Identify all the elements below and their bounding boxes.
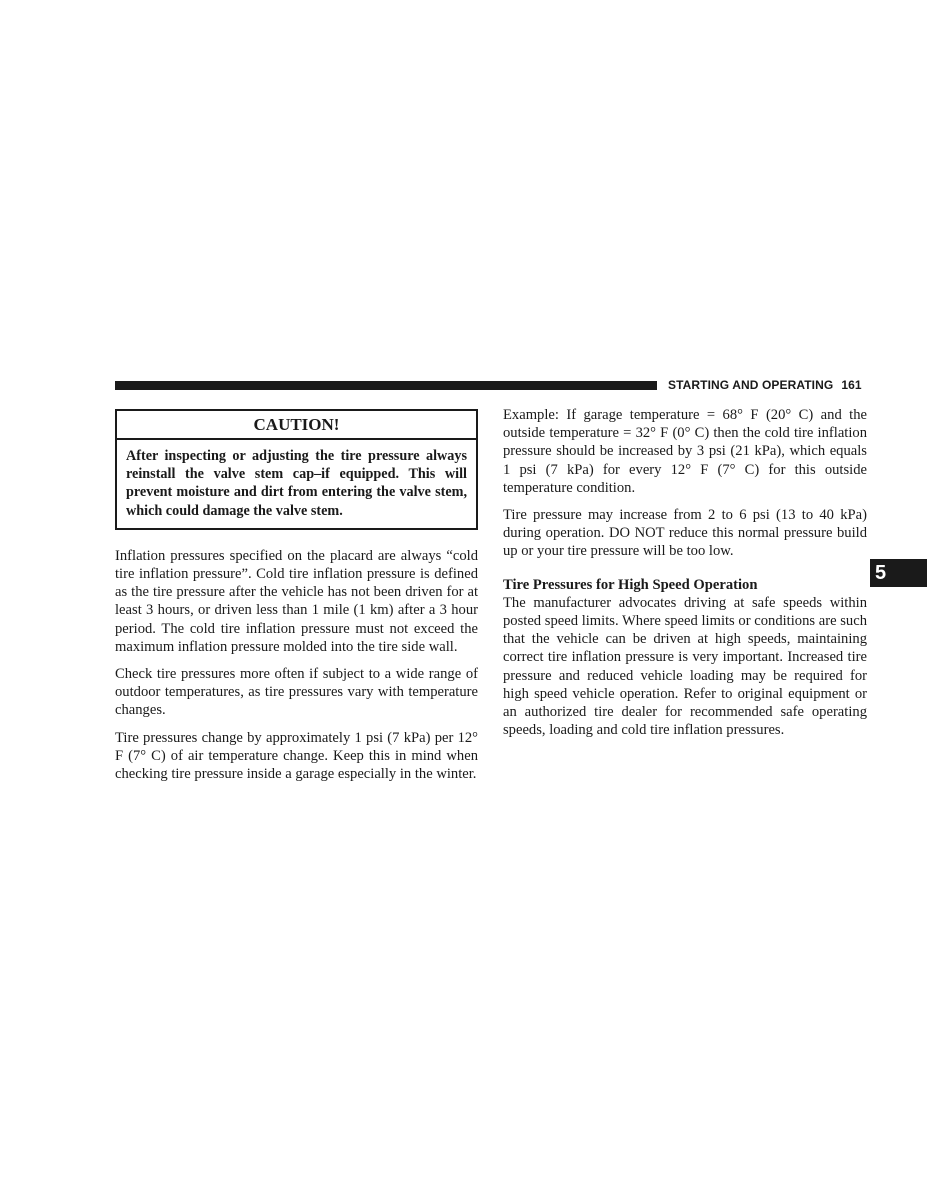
chapter-tab: 5 — [870, 559, 927, 587]
page-number: 161 — [841, 378, 862, 392]
caution-box — [115, 409, 478, 530]
right-column — [503, 406, 867, 748]
caution-title: CAUTION! — [117, 411, 476, 440]
paragraph-pressure-change: Tire pressures change by approximately 1 psi (7 kPa) per 12° F (7° C) of air temperature change. Keep this in mind when checking tire pressure inside a garage especially in the winter. — [115, 729, 478, 783]
section-title: STARTING AND OPERATING — [668, 378, 834, 392]
left-column — [115, 409, 478, 792]
paragraph-high-speed: The manufacturer advocates driving at safe speeds within posted speed limits. Where speed limits or conditions are such that the vehicle can be driven at high speeds, maintaining correct tire inflation pressure is very important. Increased tire pressure and reduced vehicle loading may be required for high speed vehicle operation. Refer to original equipment or an authorized tire dealer for recommended safe operating speeds, loading and cold tire inflation pressures. — [503, 594, 867, 739]
paragraph-garage-example: Example: If garage temperature = 68° F (20° C) and the outside temperature = 32° F (0° C) then the cold tire inflation pressure should be increased by 3 psi (21 kPa), which equals 1 psi (7 kPa) for every 12° F (7° C) for this outside temperature condition. — [503, 407, 867, 496]
paragraph-cold-inflation: Inflation pressures specified on the placard are always “cold tire inflation pressure”. Cold tire inflation pressure is defined as the tire pressure after the vehicle has not been driven for at least 3 hours, or driven less than 1 mile (1 km) after a 3 hour period. The cold tire inflation pressure must not exceed the maximum inflation pressure molded into the tire side wall. — [115, 547, 478, 655]
paragraph-pressure-increase: Tire pressure may increase from 2 to 6 psi (13 to 40 kPa) during operation. DO NOT reduce this normal pressure build up or your tire pressure will be too low. — [503, 507, 867, 560]
header-rule — [115, 381, 657, 390]
heading-high-speed: Tire Pressures for High Speed Operation — [503, 576, 758, 593]
paragraph-check-pressures: Check tire pressures more often if subject to a wide range of outdoor temperatures, as tire pressures vary with temperature changes. — [115, 666, 478, 719]
caution-body: After inspecting or adjusting the tire pressure always reinstall the valve stem cap–if equipped. This will prevent moisture and dirt from entering the valve stem, which could damage the valve stem. — [126, 448, 467, 519]
running-header — [668, 378, 862, 392]
